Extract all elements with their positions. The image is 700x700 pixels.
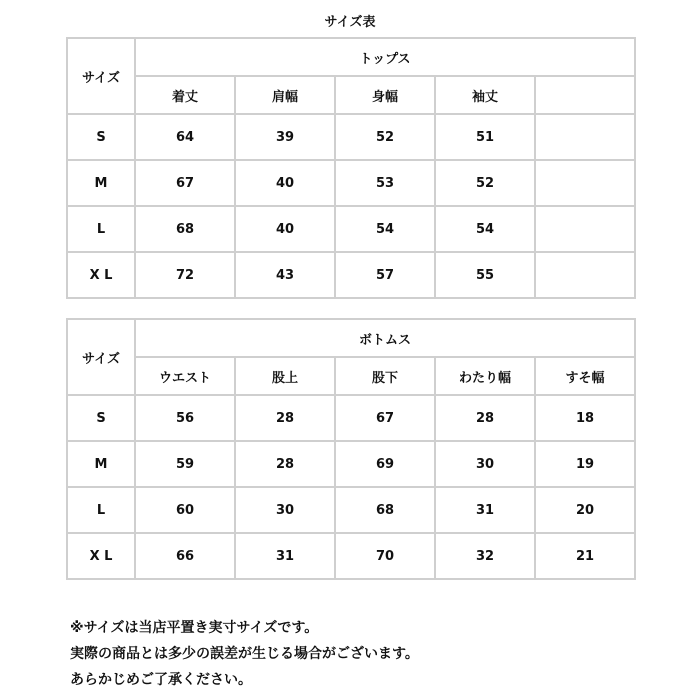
value-cell: 56 xyxy=(135,395,235,441)
value-cell: 53 xyxy=(335,160,435,206)
value-cell: 54 xyxy=(335,206,435,252)
value-cell: 68 xyxy=(135,206,235,252)
value-cell xyxy=(535,252,635,298)
value-cell: 43 xyxy=(235,252,335,298)
table-row xyxy=(67,160,635,206)
value-cell: 30 xyxy=(435,441,535,487)
value-cell: 64 xyxy=(135,114,235,160)
value-cell: 72 xyxy=(135,252,235,298)
value-cell xyxy=(535,160,635,206)
table-row xyxy=(67,533,635,579)
value-cell: 52 xyxy=(435,160,535,206)
column-header: すそ幅 xyxy=(535,357,635,395)
table-row xyxy=(67,206,635,252)
value-cell: 28 xyxy=(235,441,335,487)
note-line: あらかじめご了承ください。 xyxy=(70,672,252,688)
value-cell: 57 xyxy=(335,252,435,298)
column-header: 肩幅 xyxy=(235,76,335,114)
value-cell: 66 xyxy=(135,533,235,579)
note-line: ※サイズは当店平置き実寸サイズです。 xyxy=(70,620,319,636)
section-header: トップス xyxy=(135,38,635,76)
value-cell: 32 xyxy=(435,533,535,579)
value-cell: 28 xyxy=(435,395,535,441)
value-cell xyxy=(535,206,635,252)
value-cell: 60 xyxy=(135,487,235,533)
value-cell: 51 xyxy=(435,114,535,160)
section-header: ボトムス xyxy=(135,319,635,357)
value-cell: 31 xyxy=(235,533,335,579)
value-cell: 55 xyxy=(435,252,535,298)
value-cell: 20 xyxy=(535,487,635,533)
value-cell: 40 xyxy=(235,160,335,206)
bottoms-size-table xyxy=(66,318,636,580)
value-cell: 40 xyxy=(235,206,335,252)
note-line: 実際の商品とは多少の誤差が生じる場合がございます。 xyxy=(70,646,419,662)
value-cell: 67 xyxy=(135,160,235,206)
value-cell: 39 xyxy=(235,114,335,160)
value-cell: 68 xyxy=(335,487,435,533)
column-header xyxy=(535,76,635,114)
table-row xyxy=(67,487,635,533)
table-row xyxy=(67,441,635,487)
column-header: 股上 xyxy=(235,357,335,395)
value-cell: 18 xyxy=(535,395,635,441)
column-header: 袖丈 xyxy=(435,76,535,114)
value-cell: 69 xyxy=(335,441,435,487)
column-header: 身幅 xyxy=(335,76,435,114)
table-row xyxy=(67,252,635,298)
size-header: サイズ xyxy=(67,319,135,395)
size-cell: S xyxy=(67,395,135,441)
tops-size-table xyxy=(66,37,636,299)
size-cell: X L xyxy=(67,533,135,579)
value-cell xyxy=(535,114,635,160)
table-row xyxy=(67,114,635,160)
size-cell: M xyxy=(67,441,135,487)
value-cell: 59 xyxy=(135,441,235,487)
size-cell: X L xyxy=(67,252,135,298)
column-header: 着丈 xyxy=(135,76,235,114)
page-title: サイズ表 xyxy=(324,15,376,30)
size-cell: S xyxy=(67,114,135,160)
value-cell: 28 xyxy=(235,395,335,441)
value-cell: 19 xyxy=(535,441,635,487)
size-header: サイズ xyxy=(67,38,135,114)
value-cell: 54 xyxy=(435,206,535,252)
value-cell: 30 xyxy=(235,487,335,533)
size-cell: L xyxy=(67,487,135,533)
value-cell: 70 xyxy=(335,533,435,579)
value-cell: 31 xyxy=(435,487,535,533)
column-header: わたり幅 xyxy=(435,357,535,395)
column-header: 股下 xyxy=(335,357,435,395)
notes xyxy=(70,615,419,693)
size-cell: L xyxy=(67,206,135,252)
value-cell: 21 xyxy=(535,533,635,579)
value-cell: 52 xyxy=(335,114,435,160)
size-cell: M xyxy=(67,160,135,206)
table-row xyxy=(67,395,635,441)
column-header: ウエスト xyxy=(135,357,235,395)
value-cell: 67 xyxy=(335,395,435,441)
